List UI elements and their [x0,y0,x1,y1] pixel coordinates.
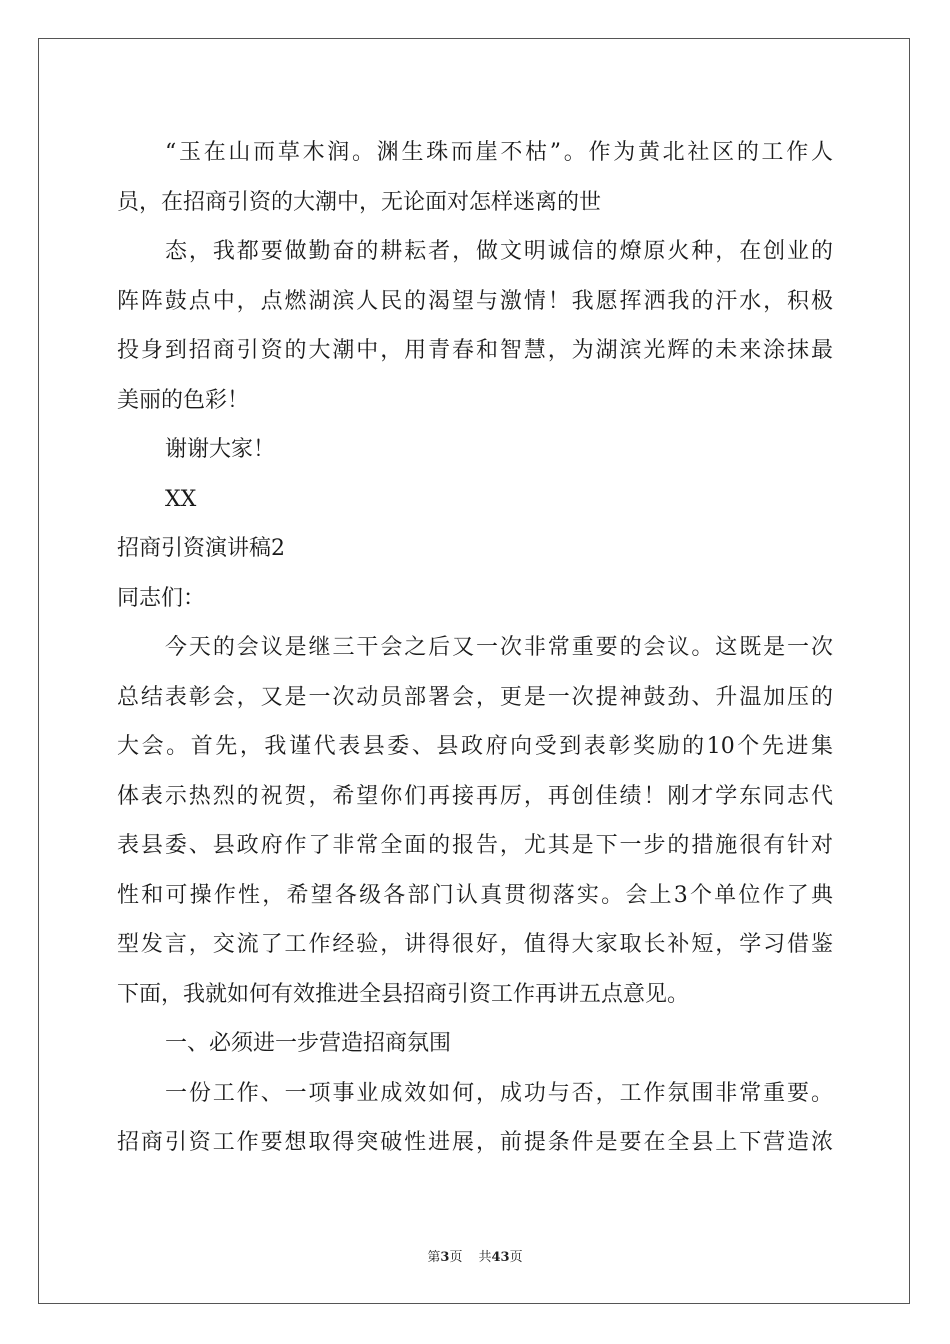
text-line: XX [165,486,197,512]
text-line: 招商引资演讲稿2 [117,536,285,561]
total-pages: 43 [491,1250,510,1265]
page-number: 3 [440,1250,450,1265]
text-line: 总结表彰会，又是一次动员部署会，更是一次提神鼓劲、升温加压的 [117,684,833,710]
total-prefix: 共 [478,1250,492,1265]
text-line: 一、必须进一步营造招商氛围 [165,1031,452,1056]
text-line: 型发言，交流了工作经验，讲得很好，值得大家取长补短，学习借鉴 [117,932,833,957]
document-body [117,128,833,1168]
text-line: 谢谢大家！ [165,437,276,462]
text-line: 美丽的色彩！ [117,387,250,413]
text-line: 阵阵鼓点中，点燃湖滨人民的渴望与激情！我愿挥洒我的汗水，积极 [117,288,833,314]
text-line: “玉在山而草木润。渊生珠而崖不枯”。作为黄北社区的工作人 [165,140,833,165]
page-suffix: 页 [449,1250,463,1265]
total-suffix: 页 [509,1250,523,1265]
text-line: 今天的会议是继三干会之后又一次非常重要的会议。这既是一次 [165,635,833,660]
text-line: 下面，我就如何有效推进全县招商引资工作再讲五点意见。 [117,981,690,1007]
text-line: 体表示热烈的祝贺，希望你们再接再厉，再创佳绩！刚才学东同志代 [117,783,833,809]
text-line: 性和可操作性，希望各级各部门认真贯彻落实。会上3个单位作了典 [117,882,833,908]
page-prefix: 第 [427,1250,441,1265]
text-line: 态，我都要做勤奋的耕耘者，做文明诚信的燎原火种，在创业的 [165,239,833,264]
text-line: 同志们： [117,585,206,611]
text-line: 表县委、县政府作了非常全面的报告，尤其是下一步的措施很有针对 [117,833,833,858]
text-line: 员，在招商引资的大潮中，无论面对怎样迷离的世 [117,189,602,215]
text-line: 招商引资工作要想取得突破性进展，前提条件是要在全县上下营造浓 [117,1130,833,1155]
page-footer [0,1246,950,1265]
text-line: 一份工作、一项事业成效如何，成功与否，工作氛围非常重要。 [165,1080,833,1106]
text-line: 投身到招商引资的大潮中，用青春和智慧，为湖滨光辉的未来涂抹最 [117,338,833,363]
text-line: 大会。首先，我谨代表县委、县政府向受到表彰奖励的10个先进集 [117,734,833,759]
